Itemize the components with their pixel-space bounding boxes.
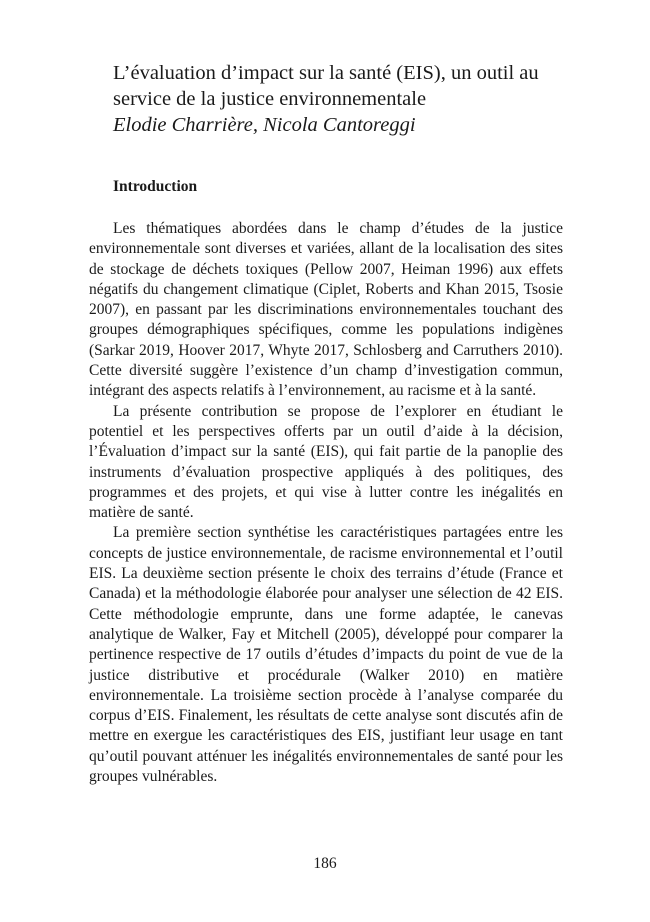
body-text [89, 219, 563, 787]
chapter-title-block [113, 60, 573, 138]
paragraph-3: La première section synthétise les caractéristiques partagées entre les concepts de justice environnementale, de racisme environnemental et l’outil EIS. La deuxième section présente le choix des terrains d’étude (France et Canada) et la méthodologie élaborée pour analyser une sélection de 42 EIS. Cette méthodologie emprunte, dans une forme adaptée, le canevas analytique de Walker, Fay et Mitchell (2005), développé pour comparer la pertinence respective de 17 outils d’études d’impacts du point de vue de la justice distributive et procédurale (Walker 2010) en matière environnementale. La troisième section procède à l’analyse comparée du corpus d’EIS. Finalement, les résultats de cette analyse sont discutés afin de mettre en exergue les caractéristiques des EIS, justifiant leur usage en tant qu’outil pouvant atténuer les inégalités environnementales de santé pour les groupes vulnérables. [89, 524, 563, 786]
paragraph-1: Les thématiques abordées dans le champ d’études de la justice environnementale sont diverses et variées, allant de la localisation des sites de stockage de déchets toxiques (Pellow 2007, Heiman 1996) aux effets négatifs du changement climatique (Ciplet, Roberts and Khan 2015, Tsosie 2007), en passant par les discriminations environnementales touchant des groupes démographiques spécifiques, comme les populations indigènes (Sarkar 2019, Hoover 2017, Whyte 2017, Schlosberg and Carruthers 2010). Cette diversité suggère l’existence d’un champ d’investigation commun, intégrant des aspects relatifs à l’environnement, au racisme et à la santé. [89, 220, 563, 400]
section-heading: Introduction [113, 178, 198, 195]
paragraph-2: La présente contribution se propose de l’explorer en étudiant le potentiel et les perspectives offerts par un outil d’aide à la décision, l’Évaluation d’impact sur la santé (EIS), qui fait partie de la panoplie des instruments d’évaluation prospective appliqués à des politiques, des programmes et des projets, et qui vise à lutter contre les inégalités en matière de santé. [89, 402, 563, 522]
chapter-authors: Elodie Charrière, Nicola Cantoreggi [113, 114, 416, 136]
page-number: 186 [313, 855, 337, 872]
chapter-title-line-1: L’évaluation d’impact sur la santé (EIS), un outil au [113, 62, 539, 84]
chapter-title-line-2: service de la justice environnementale [113, 88, 427, 110]
